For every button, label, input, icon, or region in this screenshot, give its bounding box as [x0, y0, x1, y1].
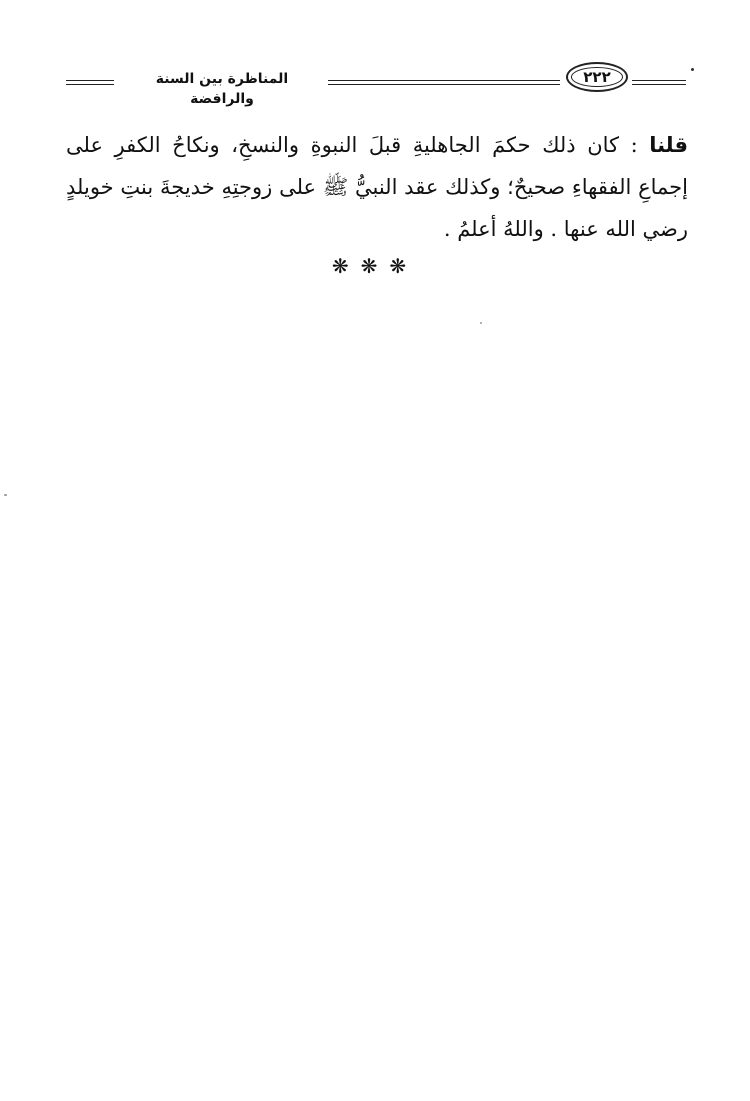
section-separator: ❋❋❋: [331, 254, 419, 278]
page-number: ٢٢٢: [583, 68, 611, 86]
running-title: المناظرة بين السنة والرافضة: [155, 71, 289, 107]
paragraph-text: : كان ذلك حكمَ الجاهليةِ قبلَ النبوةِ والنسخِ، ونكاحُ الكفرِ على إجماعِ الفقهاءِ صحيحٌ؛ وكذلك عقد النبيُّ ﷺ على زوجتِهِ خديجةَ بنتِ خويلدٍ رضي الله عنها . واللهُ أعلمُ .: [66, 133, 688, 241]
body-paragraph: [66, 124, 688, 250]
paragraph-lead: قلنا: [649, 133, 688, 157]
page-header: [66, 60, 686, 107]
scan-dot: [691, 68, 694, 71]
page-number-frame: [566, 62, 628, 92]
scan-speck: [480, 322, 482, 324]
header-rule-middle: [328, 80, 560, 85]
header-rule-right: [632, 80, 686, 85]
header-rule-left: [66, 80, 114, 85]
scan-speck: [4, 494, 7, 496]
